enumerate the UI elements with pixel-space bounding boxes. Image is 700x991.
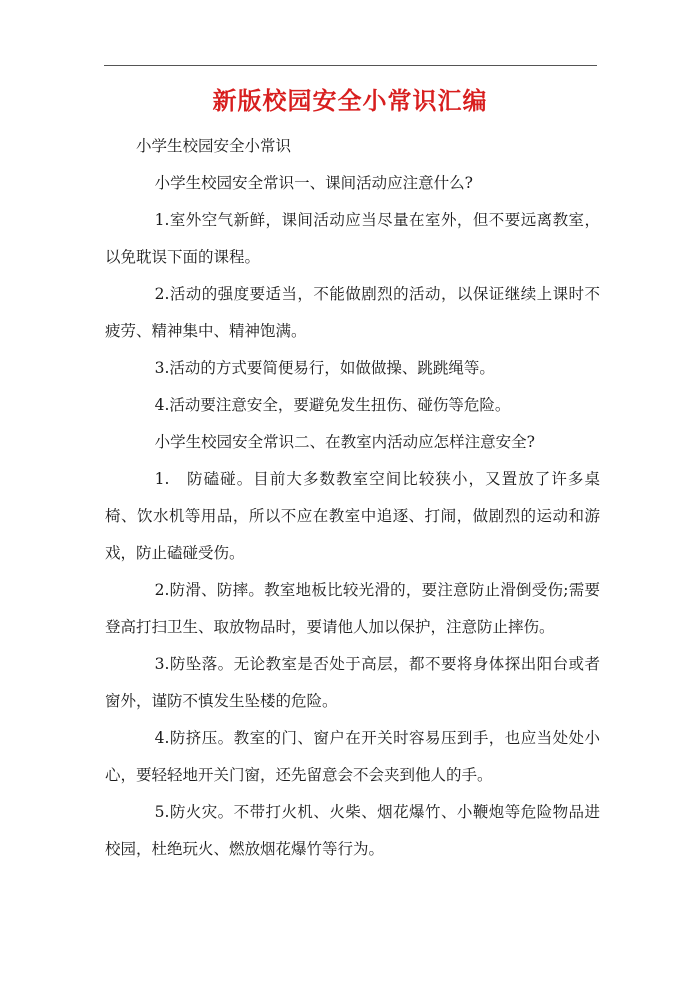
- document-title: 新版校园安全小常识汇编: [212, 86, 488, 115]
- section-2-item: 3.防坠落。无论教室是否处于高层，都不要将身体探出阳台或者窗外，谨防不慎发生坠楼的危险。: [105, 655, 600, 710]
- section-1-item: 4.活动要注意安全，要避免发生扭伤、碰伤等危险。: [154, 396, 511, 414]
- section-2-item: 5.防火灾。不带打火机、火柴、烟花爆竹、小鞭炮等危险物品进校园，杜绝玩火、燃放烟花爆竹等行为。: [105, 803, 600, 858]
- section-2-item: 1. 防磕碰。目前大多数教室空间比较狭小，又置放了许多桌椅、饮水机等用品，所以不应在教室中追逐、打闹，做剧烈的运动和游戏，防止磕碰受伤。: [105, 470, 600, 562]
- section-1-item: 3.活动的方式要简便易行，如做做操、跳跳绳等。: [154, 359, 495, 377]
- section-1-item: 2.活动的强度要适当，不能做剧烈的活动，以保证继续上课时不疲劳、精神集中、精神饱满。: [105, 285, 600, 340]
- section-1-question: 小学生校园安全常识一、课间活动应注意什么?: [154, 174, 473, 192]
- section-1-item: 1.室外空气新鲜，课间活动应当尽量在室外，但不要远离教室，以免耽误下面的课程。: [105, 211, 600, 266]
- section-2-item: 4.防挤压。教室的门、窗户在开关时容易压到手，也应当处处小心，要轻轻地开关门窗，还先留意会不会夹到他人的手。: [105, 729, 600, 784]
- section-2-item: 2.防滑、防摔。教室地板比较光滑的，要注意防止滑倒受伤;需要登高打扫卫生、取放物品时，要请他人加以保护，注意防止摔伤。: [105, 581, 600, 636]
- document-subtitle: 小学生校园安全小常识: [136, 137, 292, 155]
- header-divider: [104, 65, 597, 66]
- section-2-question: 小学生校园安全常识二、在教室内活动应怎样注意安全?: [154, 433, 535, 451]
- document-body: [105, 128, 600, 868]
